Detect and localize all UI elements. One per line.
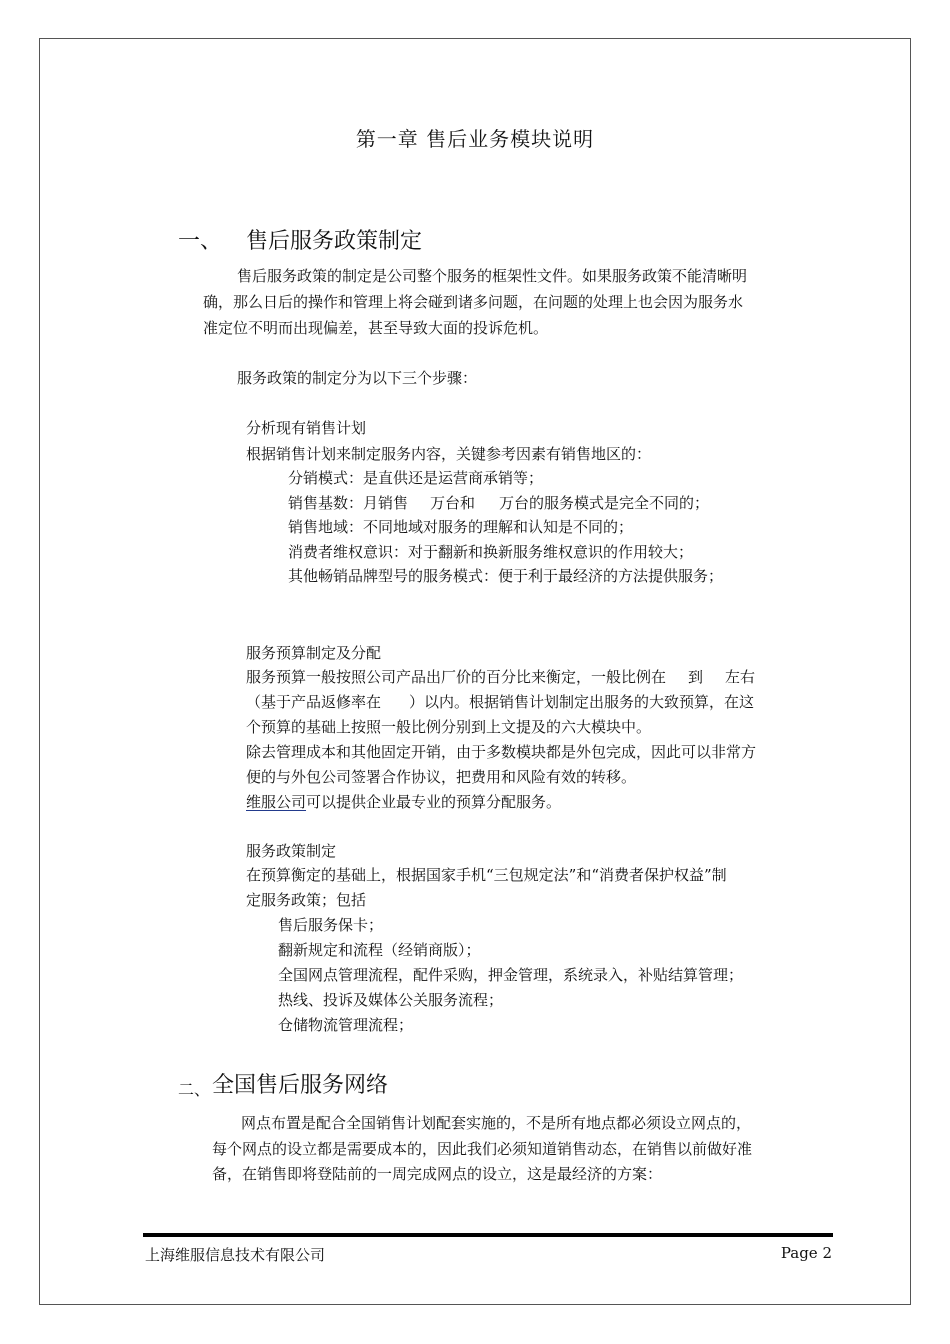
step-2-title: 服务预算制定及分配 <box>246 644 382 662</box>
step-1-lead: 根据销售计划来制定服务内容，关键参考因素有销售地区的： <box>246 445 652 463</box>
step-2-line-6 <box>246 789 561 815</box>
step-1-item-distribution: 分销模式：是直供还是运营商承销等； <box>288 469 544 487</box>
step-3-item-refurbish: 翻新规定和流程（经销商版）； <box>278 941 481 959</box>
return-rate-part-b: ）以内。根据销售计划制定出服务的大致预算，在这 <box>409 693 755 711</box>
step-3-item-hotline: 热线、投诉及媒体公关服务流程； <box>278 991 504 1009</box>
section-1-number: 一、 <box>178 229 223 254</box>
footer-page-number: Page 2 <box>780 1244 832 1262</box>
budget-ratio-part-c: 左右 <box>725 668 756 686</box>
company-link[interactable]: 维服公司 <box>246 793 307 811</box>
step-3-item-network-management: 全国网点管理流程，配件采购，押金管理，系统录入，补贴结算管理； <box>278 966 744 984</box>
section-2-line-2: 每个网点的设立都是需要成本的，因此我们必须知道销售动态，在销售以前做好准 <box>212 1140 753 1158</box>
sales-base-part-c: 万台的服务模式是完全不同的； <box>499 494 710 512</box>
step-3-line-2: 定服务政策；包括 <box>246 891 367 909</box>
intro-line-2: 确，那么日后的操作和管理上将会碰到诸多问题，在问题的处理上也会因为服务水 <box>203 293 744 311</box>
section-2-number: 二、 <box>178 1080 211 1099</box>
step-3-item-warranty-card: 售后服务保卡； <box>278 916 384 934</box>
budget-ratio-part-b: 到 <box>688 668 704 686</box>
sales-base-part-b: 万台和 <box>430 494 476 512</box>
step-2-line-1 <box>246 664 755 690</box>
intro-line-3: 准定位不明而出现偏差，甚至导致大面的投诉危机。 <box>203 319 549 337</box>
chapter-title: 第一章 售后业务模块说明 <box>355 127 595 151</box>
section-1-title: 售后服务政策制定 <box>246 229 423 254</box>
step-3-title: 服务政策制定 <box>246 842 337 860</box>
step-2-line-6-rest: 可以提供企业最专业的预算分配服务。 <box>306 793 562 811</box>
step-2-line-2 <box>246 689 754 715</box>
step-2-line-3: 个预算的基础上按照一般比例分别到上文提及的六大模块中。 <box>246 718 652 736</box>
step-3-item-warehouse: 仓储物流管理流程； <box>278 1016 414 1034</box>
step-2-line-4: 除去管理成本和其他固定开销，由于多数模块都是外包完成，因此可以非常方 <box>246 743 757 761</box>
step-2-line-5: 便的与外包公司签署合作协议，把费用和风险有效的转移。 <box>246 768 637 786</box>
step-1-item-sales-base <box>288 490 709 516</box>
return-rate-part-a: （基于产品返修率在 <box>246 693 382 711</box>
step-1-title: 分析现有销售计划 <box>246 419 367 437</box>
section-2-line-3: 备，在销售即将登陆前的一周完成网点的设立，这是最经济的方案： <box>212 1165 663 1183</box>
intro-line-1: 售后服务政策的制定是公司整个服务的框架性文件。如果服务政策不能清晰明 <box>237 267 748 285</box>
sales-base-part-a: 销售基数：月销售 <box>288 494 409 512</box>
section-2-title: 全国售后服务网络 <box>212 1073 389 1098</box>
footer-company: 上海维服信息技术有限公司 <box>145 1246 326 1264</box>
step-1-item-consumer-rights: 消费者维权意识：对于翻新和换新服务维权意识的作用较大； <box>288 543 694 561</box>
step-1-item-other-brands: 其他畅销品牌型号的服务模式：便于利于最经济的方法提供服务； <box>288 567 724 585</box>
footer-rule <box>143 1233 833 1237</box>
section-2-line-1: 网点布置是配合全国销售计划配套实施的，不是所有地点都必须设立网点的， <box>241 1114 752 1132</box>
step-1-item-region: 销售地域：不同地域对服务的理解和认知是不同的； <box>288 518 634 536</box>
budget-ratio-part-a: 服务预算一般按照公司产品出厂价的百分比来衡定，一般比例在 <box>246 668 667 686</box>
step-3-line-1: 在预算衡定的基础上，根据国家手机“三包规定法”和“消费者保护权益”制 <box>246 866 727 884</box>
steps-intro: 服务政策的制定分为以下三个步骤： <box>237 369 478 387</box>
